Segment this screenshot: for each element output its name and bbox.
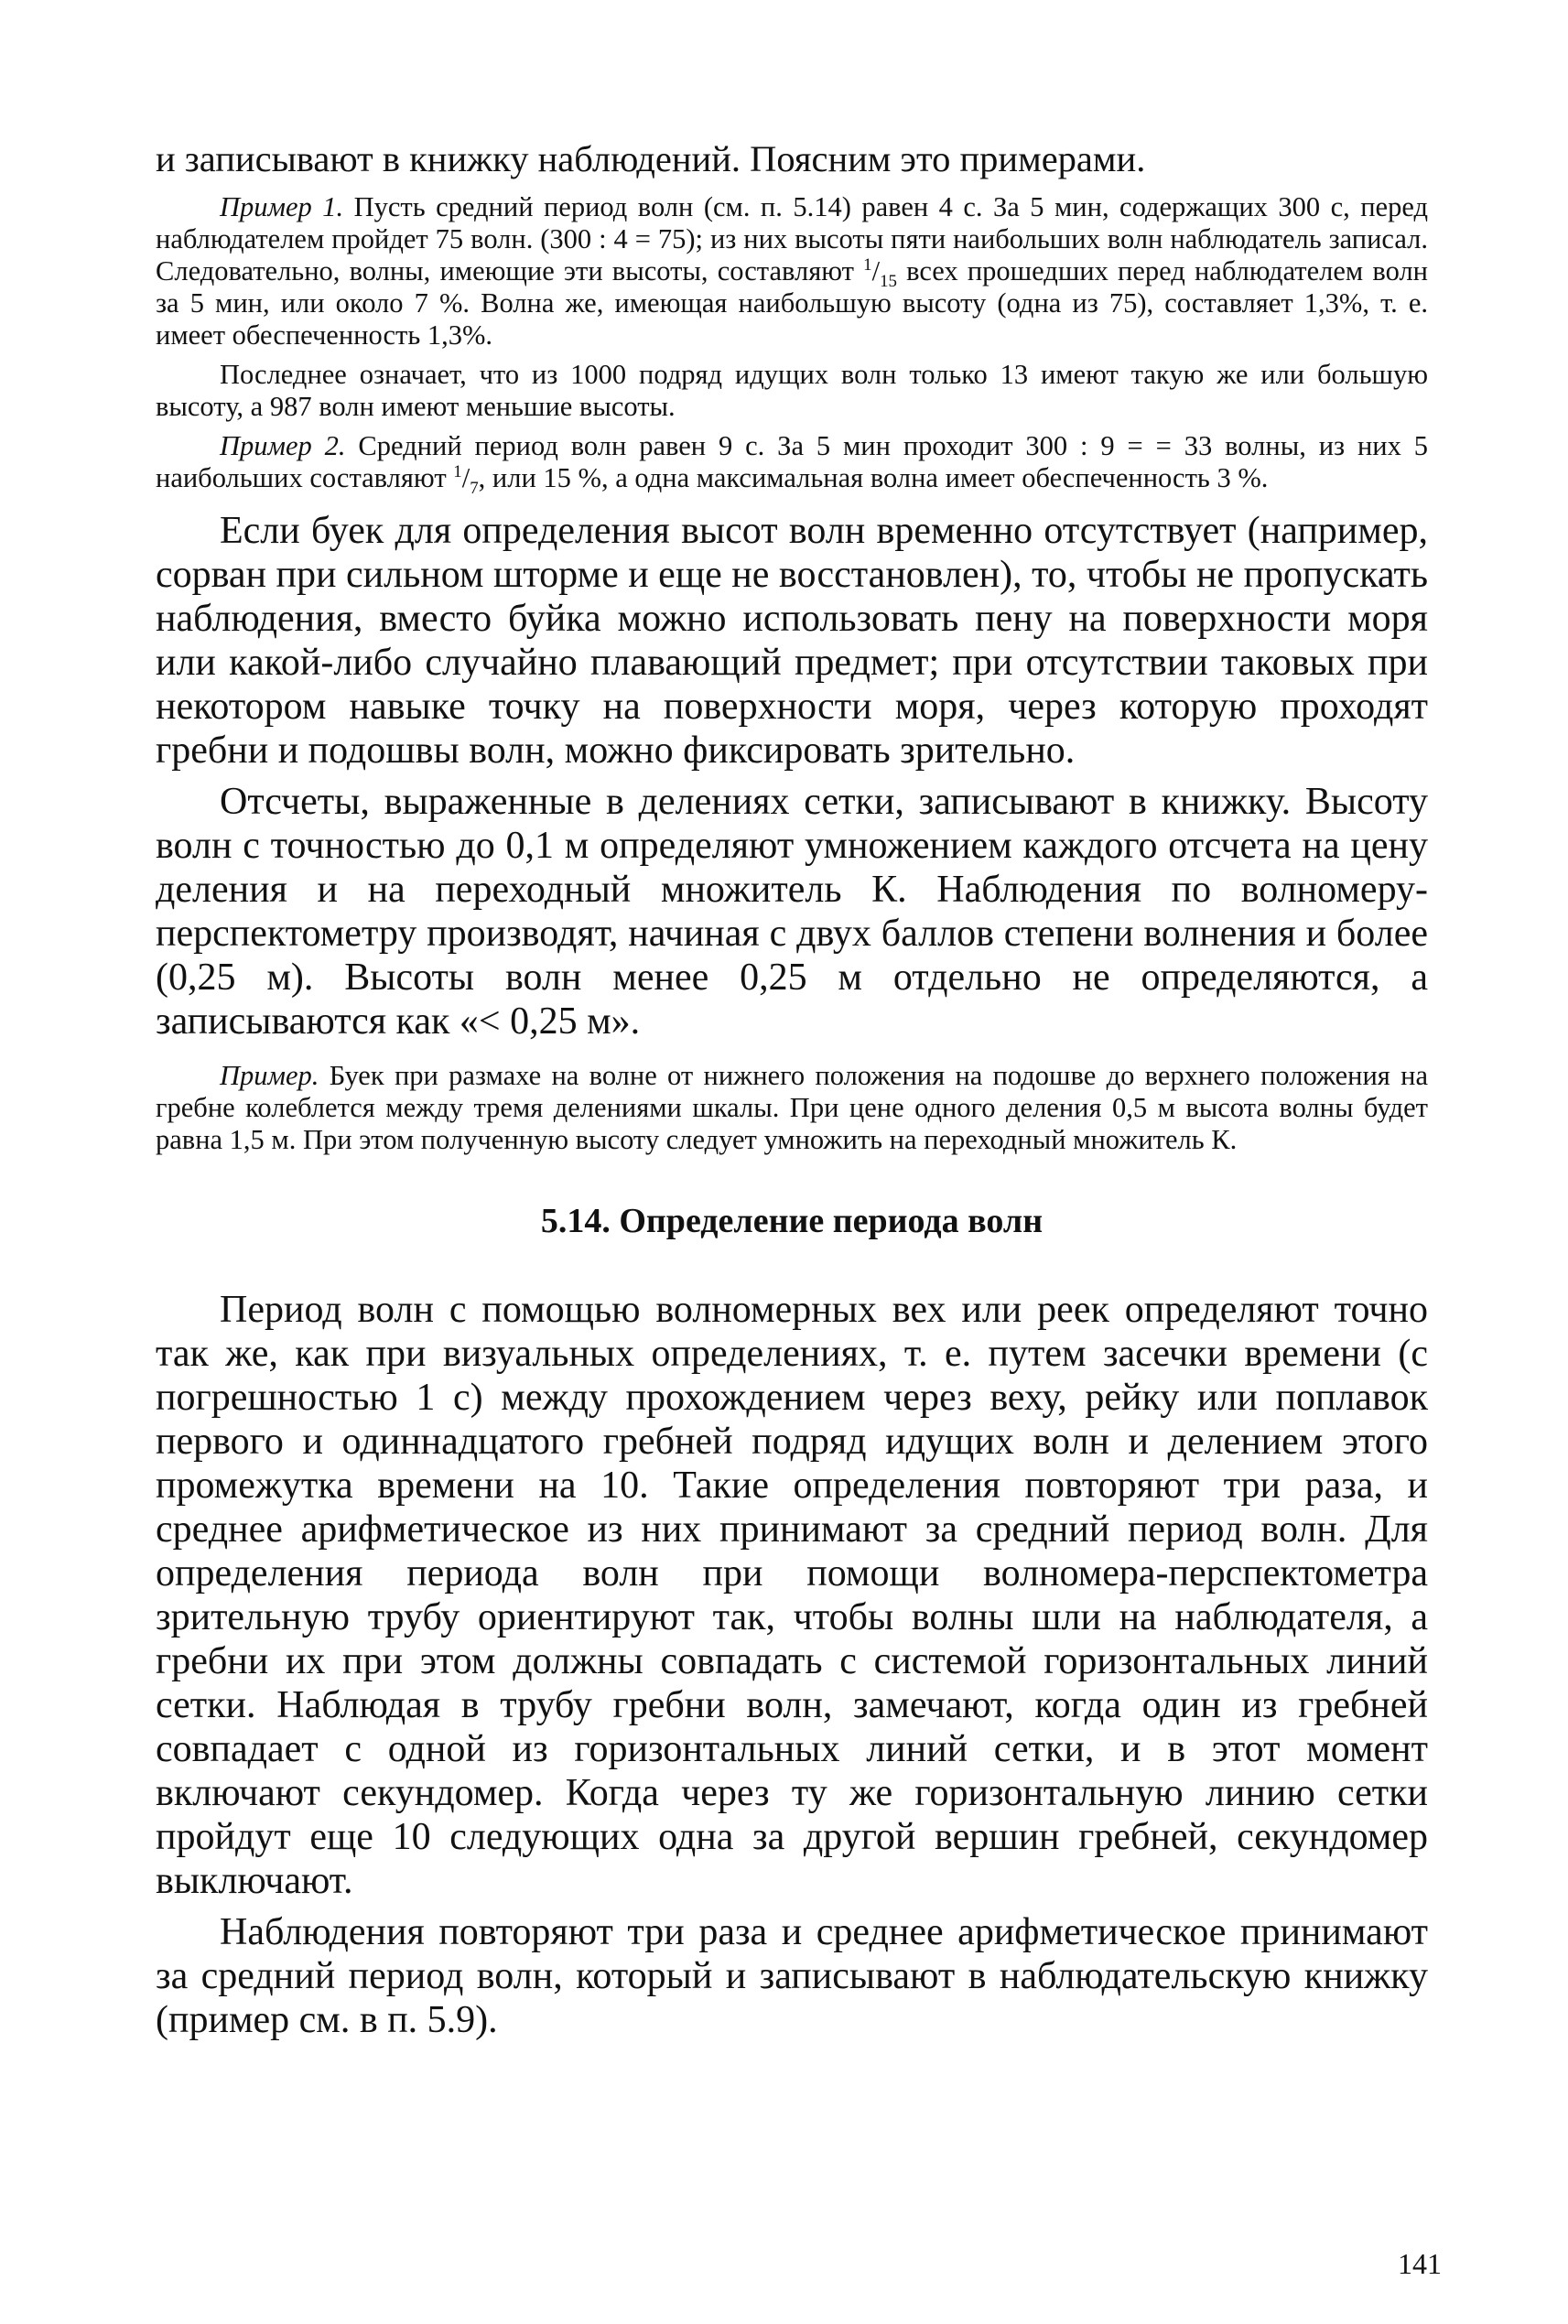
paragraph-readings: Отсчеты, выраженные в делениях сетки, записывают в книжку. Высоту волн с точностью до 0,1 м определяют умножением каждого отсчета на цену деления и на переходный множитель К. Наблюдения по волномеру-перспектометру производят, начиная с двух баллов степени волнения и более (0,25 м). Высоты волн менее 0,25 м отдельно не определяются, а записываются как «< 0,25 м».	[156, 781, 1428, 1043]
example-1-label: Пример 1.	[220, 191, 344, 222]
example-2-label: Пример 2.	[220, 430, 346, 461]
paragraph-wave-period: Период волн с помощью волномерных вех или реек определяют точно так же, как при визуальных определениях, т. е. путем засечки времени (с погрешностью 1 с) между прохождением через веху, рейку или поплавок первого и одиннадцатого гребней подряд идущих волн и делением этого промежутка времени на 10. Такие определения повторяют три раза, и среднее арифметическое из них принимают за средний период волн. Для определения периода волн при помощи волномера-перспектометра зрительную трубу ориентируют так, чтобы волны шли на наблюдателя, а гребни их при этом должны совпадать с системой горизонтальных линий сетки. Наблюдая в трубу гребни волн, замечают, когда один из гребней совпадает с одной из горизонтальных линий сетки, и в этот момент включают секундомер. Когда через ту же горизонтальную линию сетки пройдут еще 10 следующих одна за другой вершин гребней, секундомер выключают.	[156, 1289, 1428, 1902]
example-1: Пример 1. Пусть средний период волн (см. п. 5.14) равен 4 с. За 5 мин, содержащих 300 с, перед наблюдателем пройдет 75 волн. (300 : 4 = 75); из них высоты пяти наибольших волн наблюдатель записал. Следовательно, волны, имеющие эти высоты, составляют $^1/_{15}$ всех прошедших перед наблюдателем волн за 5 мин, или около 7 %. Волна же, имеющая наибольшую высоту (одна из 75), составляет 1,3%, т. е. имеет обеспеченность 1,3%.	[156, 191, 1428, 351]
example-1-text-b: всех прошедших перед наблюдателем волн за 5 мин, или около 7 %. Волна же, имеющая наибольшую высоту (одна из 75), составляет 1,3%, т. е. имеет обеспеченность 1,3%.	[156, 255, 1428, 351]
fraction-numerator: 1	[863, 254, 872, 275]
page-number: 141	[1398, 2247, 1442, 2280]
section-heading: 5.14. Определение периода волн	[540, 1202, 1044, 1240]
fraction-denominator: 15	[880, 272, 897, 292]
text-column	[156, 137, 1428, 2049]
fraction-denominator: 7	[470, 479, 479, 499]
example-2-text-b: , или 15 %, а одна максимальная волна имеет обеспеченность 3 %.	[478, 462, 1269, 493]
example-2: Пример 2. Средний период волн равен 9 с. За 5 мин проходит 300 : 9 = = 33 волны, из них 5 наибольших составляют $^1/_7$, или 15 %, а одна максимальная волна имеет обеспеченность 3 %.	[156, 430, 1428, 499]
paragraph-buoy-absent: Если буек для определения высот волн временно отсутствует (например, сорван при сильном шторме и еще не восстановлен), то, чтобы не пропускать наблюдения, вместо буйка можно использовать пену на поверхности моря или какой-либо случайно плавающий предмет; при отсутствии таковых при некотором навыке точку на поверхности моря, через которую проходят гребни и подошвы волн, можно фиксировать зрительно.	[156, 510, 1428, 772]
example-1-text-a: Пусть средний период волн (см. п. 5.14) равен 4 с. За 5 мин, содержащих 300 с, перед наблюдателем пройдет 75 волн. (300 : 4 = 75); из них высоты пяти наибольших волн наблюдатель записал. Следовательно, волны, имеющие эти высоты, составляют	[156, 191, 1428, 286]
example-3-label: Пример.	[220, 1060, 319, 1091]
example-2-text-a: Средний период волн равен 9 с. За 5 мин проходит 300 : 9 = = 33 волны, из них 5 наибольших составляют	[156, 430, 1428, 493]
fraction-numerator: 1	[453, 461, 462, 481]
example-3-text: Буек при размахе на волне от нижнего положения на подошве до верхнего положения на гребне колеблется между тремя делениями шкалы. При цене одного деления 0,5 м высота волны будет равна 1,5 м. При этом полученную высоту следует умножить на переходный множитель К.	[156, 1060, 1428, 1155]
paragraph-repeat-observations: Наблюдения повторяют три раза и среднее арифметическое принимают за средний период волн, который и записывают в наблюдательскую книжку (пример см. в п. 5.9).	[156, 1911, 1428, 2041]
example-3	[156, 1060, 1428, 1156]
intro-line: и записывают в книжку наблюдений. Поясним это примерами.	[156, 138, 1146, 179]
note-1: Последнее означает, что из 1000 подряд идущих волн только 13 имеют такую же или большую высоту, а 987 волн имеют меньшие высоты.	[156, 359, 1428, 422]
